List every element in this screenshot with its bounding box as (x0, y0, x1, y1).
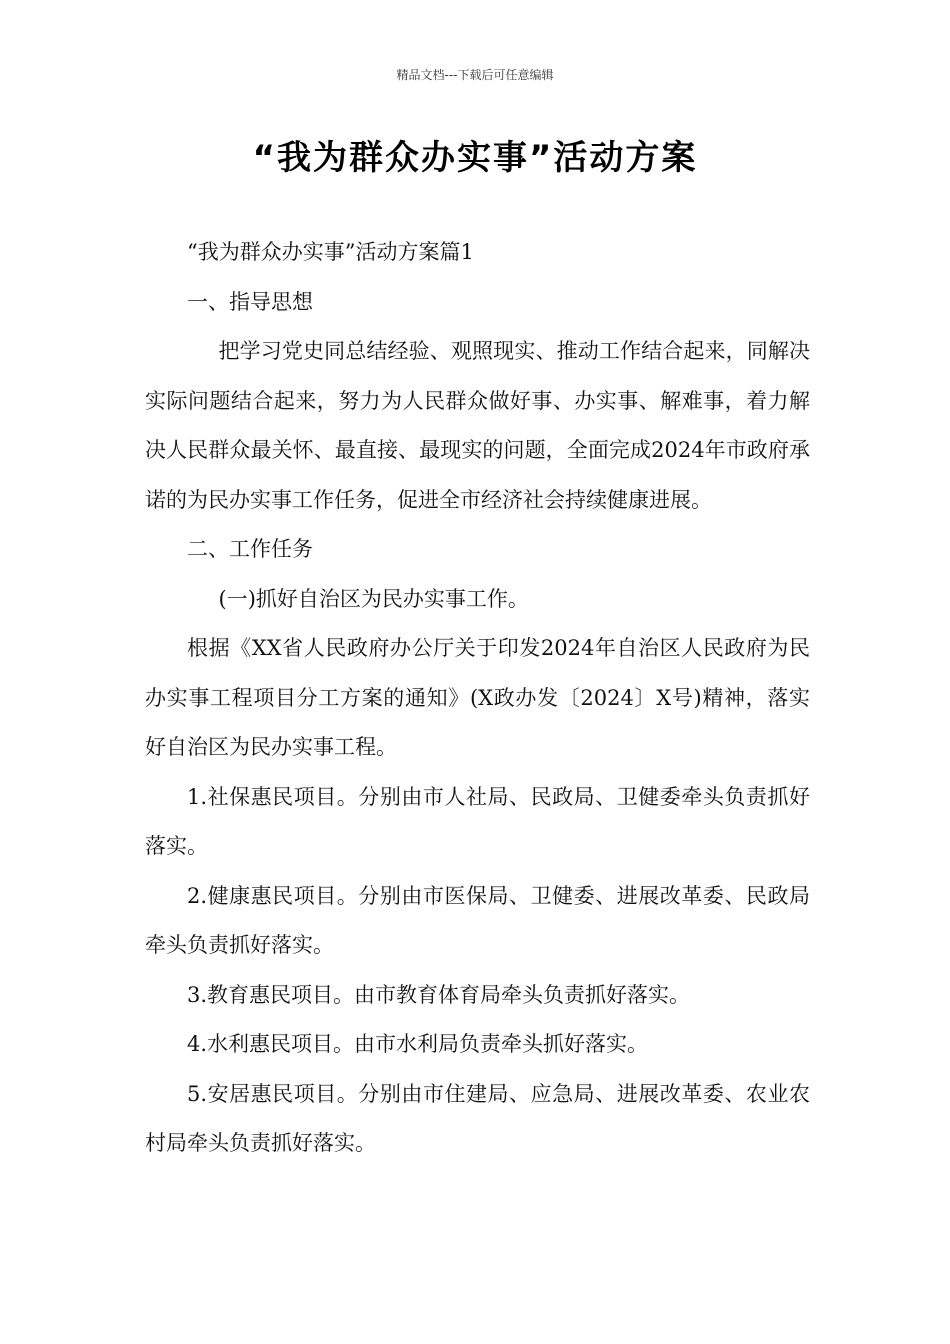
document-body (145, 228, 810, 1169)
document-title: “我为群众办实事”活动方案 (252, 138, 698, 178)
body-paragraph: 把学习党史同总结经验、观照现实、推动工作结合起来，同解决实际问题结合起来，努力为人民群众做好事、办实事、解难事，着力解决人民群众最关怀、最直接、最现实的问题，全面完成2024年市政府承诺的为民办实事工作任务，促进全市经济社会持续健康进展。 (145, 339, 810, 512)
section-heading: 一、指导思想 (187, 289, 313, 314)
list-item: 4.水利惠民项目。由市水利局负责牵头抓好落实。 (187, 1032, 649, 1056)
subsection-heading: (一)抓好自治区为民办实事工作。 (218, 586, 529, 611)
header-note: 精品文档---下载后可任意编辑 (396, 68, 554, 82)
list-item: 2.健康惠民项目。分别由市医保局、卫健委、进展改革委、民政局牵头负责抓好落实。 (145, 883, 810, 957)
section-heading: “我为群众办实事”活动方案篇1 (187, 240, 474, 264)
body-paragraph: 根据《XX省人民政府办公厅关于印发2024年自治区人民政府为民办实事工程项目分工方案的通知》(X政办发〔2024〕X号)精神，落实好自治区为民办实事工程。 (145, 636, 810, 759)
list-item: 1.社保惠民项目。分别由市人社局、民政局、卫健委牵头负责抓好落实。 (145, 784, 810, 858)
list-item: 3.教育惠民项目。由市教育体育局牵头负责抓好落实。 (187, 982, 691, 1007)
list-item: 5.安居惠民项目。分别由市住建局、应急局、进展改革委、农业农村局牵头负责抓好落实。 (145, 1081, 810, 1155)
section-heading: 二、工作任务 (187, 537, 313, 561)
